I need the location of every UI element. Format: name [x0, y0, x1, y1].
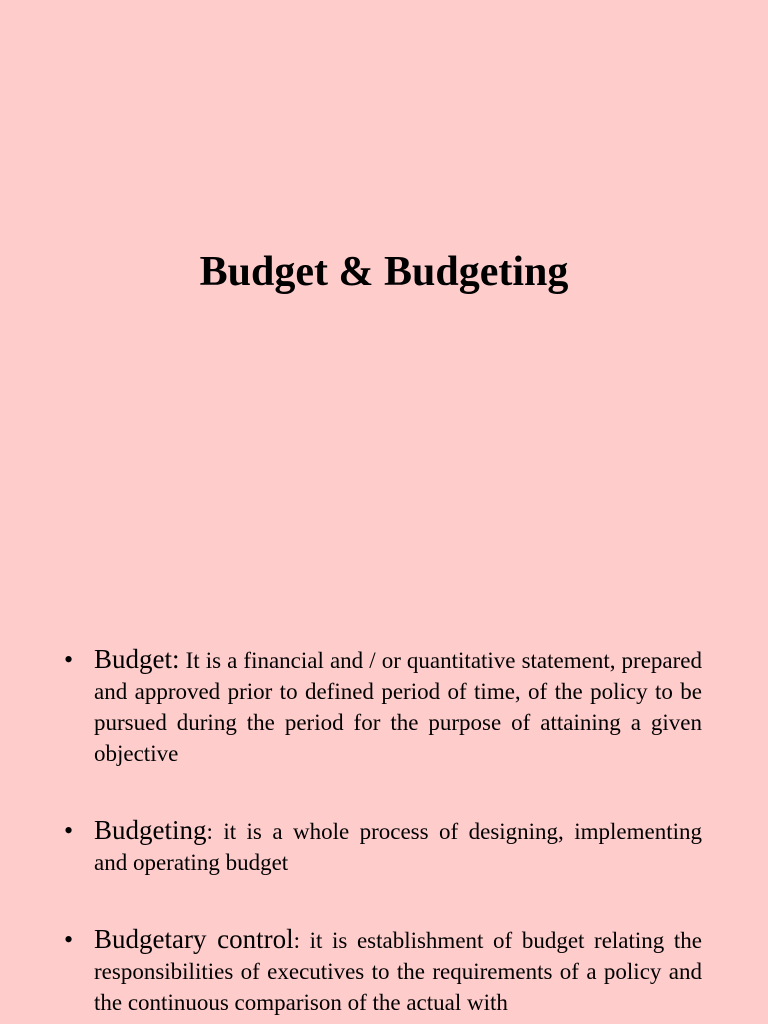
bullet-text: It is a financial and / or quantitative statement, prepared and approved prior to defined period of time, of the policy to be pursued during the period for the purpose of attaining a given objective — [94, 648, 702, 766]
bullet-term: Budgetary control — [94, 924, 294, 954]
bullet-icon: • — [64, 645, 74, 674]
slide-title: Budget & Budgeting — [199, 249, 569, 296]
bullet-item-budgeting — [64, 815, 702, 878]
bullet-item-budgetary-control — [64, 924, 703, 1018]
bullet-term: Budgeting — [94, 815, 207, 845]
bullet-term: Budget: — [94, 644, 180, 674]
bullet-text: : it is a whole process of designing, implementing and operating budget — [94, 819, 702, 875]
bullet-icon: • — [64, 816, 74, 845]
bullet-list — [64, 644, 703, 1018]
bullet-text: : it is establishment of budget relating the responsibilities of executives to the requirements of a policy and the continuous comparison of the actual with — [94, 928, 703, 1015]
bullet-icon: • — [64, 925, 74, 954]
bullet-item-budget — [64, 644, 702, 769]
